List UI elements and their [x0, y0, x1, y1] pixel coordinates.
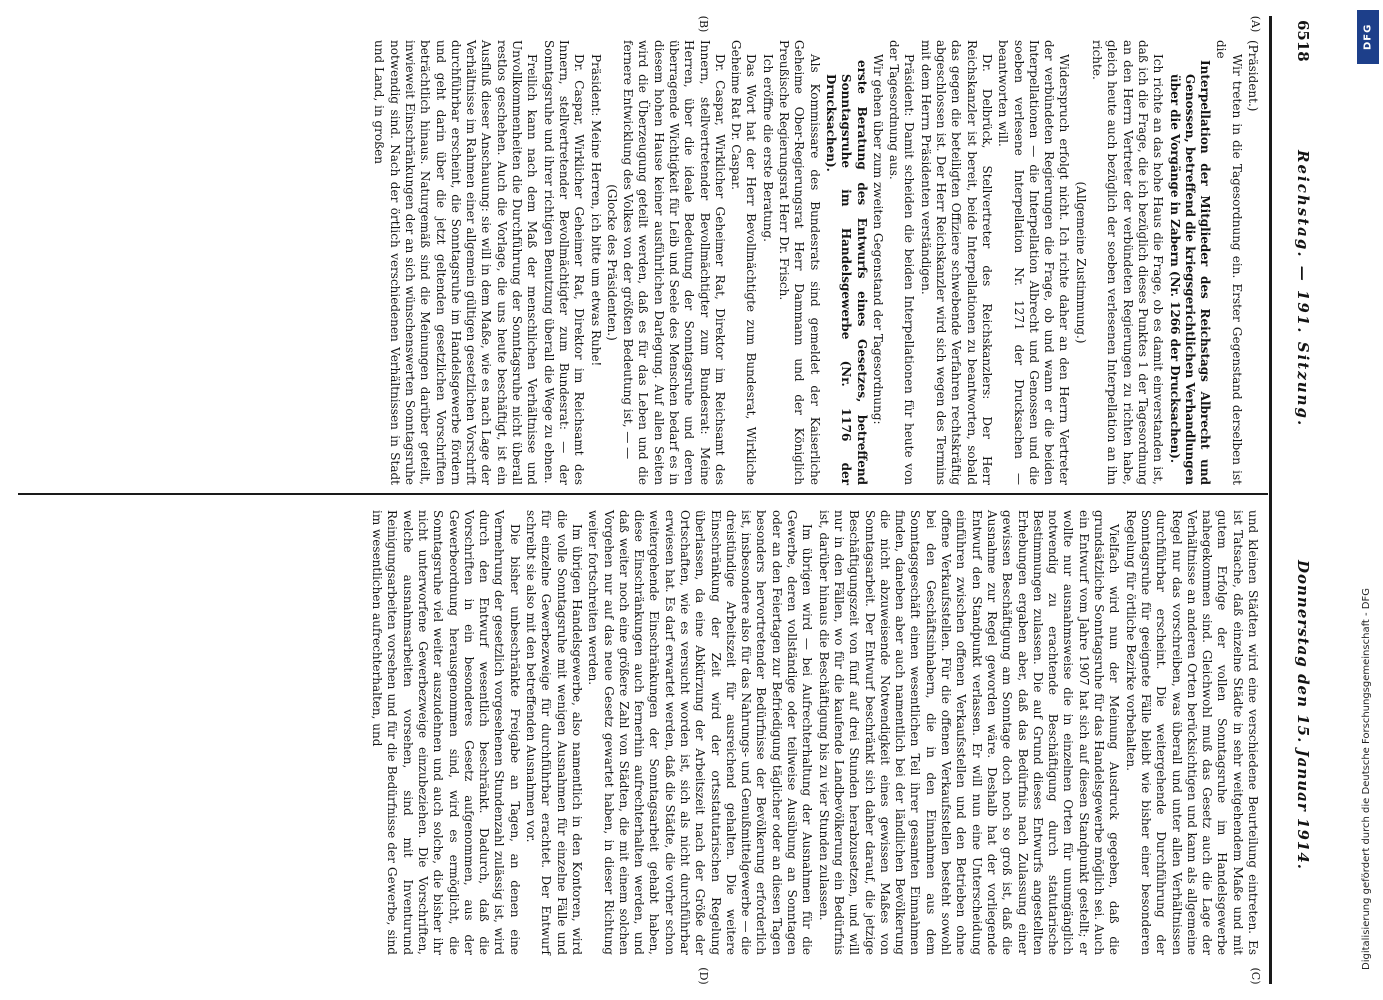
agenda-item-bill: erste Beratung des Entwurfs eines Gesetzes, betreffend Sonntagsruhe im Handelsgewerbe (Nr. 1176 der Drucksachen). [823, 60, 869, 485]
speaker-note: (Präsident.) [1246, 40, 1260, 112]
paragraph: Die bisher unbeschränkte Freigabe an Tagen, an denen eine Vermehrung der gesetzlich vorgesehenen Stundenzahl zulässig ist, wird durch den Entwurf wesentlich beschränkt. Dadurch, daß die Vorschriften in ein besonderes Gesetz aufgenommen, aus der Gewerbeordnung herausgenommen sind, wird es ermöglicht, die Sonntagsruhe viel weiter auszudehnen und auch solche, die bisher ihr nicht unterworfene Gewerbezweige einzubeziehen. Die Vorschriften, welche ausnahmsarbeiten vorsehen, sind mit Inventurund Reinigungsarbeiten vorsehen und für die Bedürfnisse der Gewerbe, sind im wesentlichen aufrechterhalten, und [370, 510, 522, 955]
stage-direction: (Allgemeine Zustimmung.) [1073, 181, 1088, 344]
margin-mark-a: (A) [1249, 15, 1262, 33]
paragraph: Wir treten in die Tagesordnung ein. Erster Gegenstand derselben ist die [1214, 40, 1244, 485]
margin-mark-d: (D) [697, 967, 710, 985]
speech-caspar: Dr. Caspar, Wirklicher Geheimer Rat, Direktor im Reichsamt des Innern, stellvertretender Bevollmächtigter zum Bundesrat: Meine Herren, über die ideale Bedeutung der Sonntagsruhe und deren überragende Wichtigkeit für Leib und Seele des Menschen bedarf es in diesem hohen Hause keiner ausführlichen Darlegung. Auf allen Seiten wird die Überzeugung geteilt werden, daß es für das Leben und die fernere Entwicklung des Volkes von der größten Bedeutung ist, — — [621, 40, 727, 485]
running-title: Reichstag. — 191. Sitzung. [1294, 150, 1312, 428]
column-divider [18, 493, 1268, 495]
margin-mark-c: (C) [1249, 967, 1262, 985]
agenda-item-interpellation: Interpellation der Mitglieder des Reichstags Albrecht und Genossen, betreffend die kriegsgerichtlichen Verhandlungen über die Vorgänge in Zabern (Nr. 1266 der Drucksachen). [1167, 60, 1213, 485]
paragraph: Wir gehen über zum zweiten Gegenstand der Tagesordnung: [870, 54, 885, 425]
speech-president: Präsident: Damit scheiden die beiden Interpellationen für heute von der Tagesordnung aus. [887, 40, 917, 485]
session-date: Donnerstag den 15. Januar 1914. [1294, 560, 1312, 870]
speech-caspar: Dr. Caspar, Wirklicher Geheimer Rat, Direktor im Reichsamt des Innern, stellvertretender Bevollmächtigter zum Bundesrat: — der Sonntagsruhe und ihrer richtigen Benutzung überall die Wege zu ebnen. [541, 40, 587, 485]
margin-mark-b: (B) [697, 15, 710, 33]
paragraph: Als Kommissare des Bundesrats sind gemeldet der Kaiserliche Geheime Ober-Regierungsrat Herr Dammann und der Königlich Preußische Regierungsrat Herr Dr. Frisch. [777, 40, 822, 485]
stage-direction: (Glocke des Präsidenten.) [604, 184, 619, 341]
paragraph: Vielfach wird nun der Meinung Ausdruck gegeben, daß die grundsätzliche Sonntagsruhe für das Handelsgewerbe möglich sei. Auch ein Entwurf vom Jahre 1907 hat sich auf diesen Standpunkt gestellt; er wollte nur ausnahmsweise die in einzelnen Orten für unumgänglich notwendig zu erachtende Beschäftigung durch statutarische Bestimmungen zulassen. Die auf Grund dieses Entwurfs angestellten Erhebungen ergaben aber, daß das Bedürfnis nach Zulassung einer gewissen Beschäftigung am Sonntage doch noch so groß ist, daß die Ausnahme zur Regel geworden wäre. Deshalb hat der vorliegende Entwurf den Standpunkt verlassen. Er will nun eine Unterscheidung einführen zwischen offenen Verkaufsstellen und den Betrieben ohne offene Verkaufsstellen. Für die offenen Verkaufsstellen besteht sowohl bei den Geschäftsinhabern, die in den Einnahmen aus dem Sonntagsgeschäft einen wesentlichen Teil ihrer gesamten Einnahmen finden, daneben aber auch namentlich bei der ländlichen Bevölkerung die nicht abzuweisende Notwendigkeit eines gewissen Maßes von Sonntagsarbeit. Der Entwurf beschränkt sich daher darauf, die jetzige Beschäftigungszeit von fünf auf drei Stunden herabzusetzen, und will nur in den Fällen, wo für die kaufende Landbevölkerung ein Bedürfnis ist, darüber hinaus die Beschäftigung bis zu vier Stunden zulassen. [816, 510, 1122, 955]
dfg-logo: DFG [1357, 10, 1379, 64]
paragraph: Im übrigen wird — bei Aufrechterhaltung der Ausnahmen für die Gewerbe, deren vollständige oder teilweise Ausübung an Sonntagen oder an den Feiertagen zur Befriedigung täglicher oder an diesen Tagen besonders hervortretender Bedürfnisse der Bevölkerung erforderlich ist, insbesondere also für das Nahrungs- und Genußmittelgewerbe — die dreistündige Arbeitszeit für ausreichend gehalten. Die weitere Einschränkung der Zeit wird der ortsstatutarischen Regelung überlassen, da eine Abkürzung der Arbeitszeit nach der Größe der Ortschaften, wie es versucht worden ist, sich als nicht durchführbar erwiesen hat. Es darf erwartet werden, daß die Städte, die vorher schon weitergehende Einschränkungen der Sonntagsarbeit gehabt haben, diese Einschränkungen auch fernerhin aufrechterhalten werden, und daß weiter noch eine größere Zahl von Städten, die mit einem solchen Vorgehen nur auf das neue Gesetz gewartet haben, in dieser Richtung weiter fortschreiten werden. [586, 510, 815, 955]
header-rule [1269, 16, 1272, 984]
left-column [370, 40, 1260, 485]
digitization-credit: Digitalisierung gefördert durch die Deutsche Forschungsgemeinschaft - DFG [1361, 587, 1372, 970]
paragraph: Widerspruch erfolgt nicht. Ich richte daher an den Herrn Vertreter der verbündeten Regierungen die Frage, ob und wann er die beiden Interpellationen — die Interpellation Albrecht und Genossen und die soeben verlesene Interpellation Nr. 1271 der Drucksachen — beantworten will. [996, 40, 1072, 485]
paragraph: Ich richte an das hohe Haus die Frage, ob es damit einverstanden ist, daß ich die Frage, die ich bezüglich dieses Punktes 1 der Tagesordnung an den Herrn Vertreter der verbündeten Regierungen zu richten habe, gleich heute auch bezüglich der soeben verlesenen Interpellation an ihn richte. [1090, 40, 1166, 485]
paragraph: Ich eröffne die erste Beratung. [760, 54, 775, 242]
page-number: 6518 [1294, 20, 1312, 62]
paragraph: und kleinen Städten wird eine verschiedene Beurteilung eintreten. Es ist Tatsache, daß einzelne Städte in sehr weitgehendem Maße und mit gutem Erfolge der vollen Sonntagsruhe im Handelsgewerbe nahegekommen sind. Gleichwohl muß das Gesetz auch die Lage der Verhältnisse an anderen Orten berücksichtigen und kann als allgemeine Regel nur das vorschreiben, was überall und unter allen Verhältnissen durchführbar erscheint. Die weitergehende Durchführung der Sonntagsruhe für geeignete Fälle bleibt wie bisher einer besonderen Regelung für örtliche Bezirke vorbehalten. [1123, 510, 1260, 955]
right-column [368, 510, 1260, 955]
paragraph: Freilich kann nach dem Maß der menschlichen Verhältnisse und Unvollkommenheiten die Durchführung der Sonntagsruhe nicht überall restlos geschehen. Auch die Vorlage, die uns heute beschäftigt, ist ein Ausfluß dieser Anschauung: sie will in dem Maße, wie es nach Lage der Verhältnisse im Rahmen einer allgemein gültigen gesetzlichen Vorschrift durchführbar erscheint, die Sonntagsruhe im Handelsgewerbe fördern und geht darin über die jetzt geltenden gesetzlichen Vorschriften beträchtlich hinaus. Naturgemäß sind die Meinungen darüber geteilt, inwieweit Einschränkungen der an sich wünschenswerten Sonntagsruhe notwendig sind. Nach der örtlich verschiedenen Verhältnissen in Stadt und Land, in großen [372, 40, 540, 485]
paragraph: Im übrigen Handelsgewerbe, also namentlich in den Kontoren, wird die volle Sonntagsruhe mit wenigen Ausnahmen für einzelne Fälle und für einzelne Gewerbezweige für durchführbar erachtet. Der Entwurf schreibt sie also mit den betreffenden Ausnahmen vor. [524, 510, 584, 955]
paragraph: Das Wort hat der Herr Bevollmächtigte zum Bundesrat, Wirkliche Geheime Rat Dr. Caspar. [729, 40, 759, 485]
speech-president: Präsident: Meine Herren, ich bitte um etwas Ruhe! [588, 54, 603, 367]
speech-delbrueck: Dr. Delbrück, Stellvertreter des Reichskanzlers: Der Herr Reichskanzler ist bereit, beide Interpellationen zu beantworten, sobald das gegen die beteiligten Offiziere schwebende Verfahren rechtskräftig abgeschlossen ist. Der Herr Reichskanzler wird sich wegen des Termins mit dem Herrn Präsidenten verständigen. [918, 40, 994, 485]
